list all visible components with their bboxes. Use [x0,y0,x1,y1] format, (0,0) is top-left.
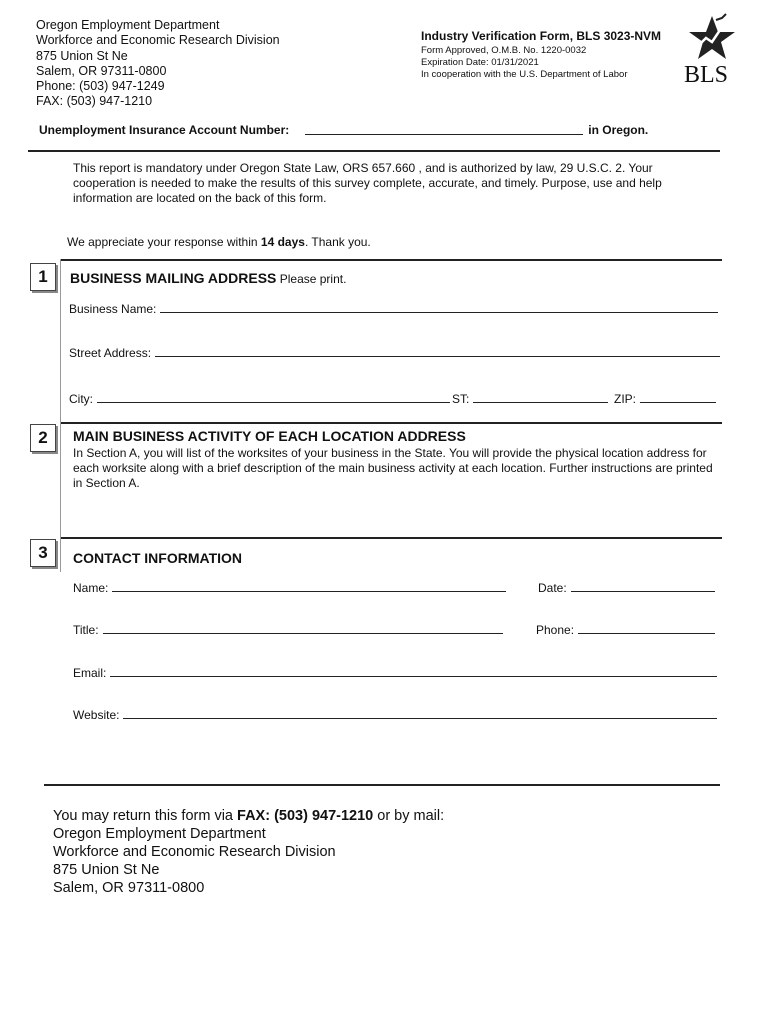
section2-vline [60,422,61,537]
street-address-field[interactable] [155,355,720,357]
contact-website-field[interactable] [123,717,717,719]
zip-field[interactable] [640,401,716,403]
return-fax: FAX: (503) 947-1210 [237,808,374,824]
city-row [69,392,450,406]
contact-date-field[interactable] [571,590,715,592]
contact-name-field[interactable] [112,590,506,592]
zip-row [614,392,716,406]
section3-rule [60,537,722,539]
contact-title-label: Title: [73,623,99,637]
form-title: Industry Verification Form, BLS 3023-NVM [421,29,662,43]
section2-rule [60,422,722,424]
section3-vline [60,537,61,572]
contact-phone-row [536,623,715,637]
agency-division: Workforce and Economic Research Division [36,33,280,48]
section1-rule [60,259,722,261]
bls-logo [682,12,742,88]
thanks-pre: We appreciate your response within [67,235,261,249]
section2-title: MAIN BUSINESS ACTIVITY OF EACH LOCATION ADDRESS [73,428,466,444]
street-address-label: Street Address: [69,346,152,360]
state-field[interactable] [473,401,608,403]
section1-title: BUSINESS MAILING ADDRESS [70,270,277,286]
thanks-text [67,235,371,249]
agency-fax: FAX: (503) 947-1210 [36,94,153,109]
business-name-label: Business Name: [69,302,157,316]
return-line4: Salem, OR 97311-0800 [53,880,205,896]
form-expiration: Expiration Date: 01/31/2021 [421,57,539,68]
contact-email-label: Email: [73,666,107,680]
city-field[interactable] [97,401,450,403]
contact-name-row [73,581,506,595]
section2-number: 2 [30,424,56,452]
thanks-post: . Thank you. [304,235,371,249]
business-name-field[interactable] [160,311,718,313]
agency-name: Oregon Employment Department [36,18,220,32]
section1-number: 1 [30,263,56,291]
thanks-days: 14 days [260,235,305,249]
contact-website-label: Website: [73,708,120,722]
agency-address [36,18,280,110]
return-pre: You may return this form via [53,808,238,824]
return-instructions [53,807,444,897]
section1-subtitle: Please print. [276,272,347,286]
account-number-suffix: in Oregon. [588,123,649,137]
intro-text: This report is mandatory under Oregon State Law, ORS 657.660 , and is authorized by law, 29 U.S.C. 2. Your cooperation is needed to make the results of this survey complete, accurate, and timely. Purpose, use and help information are located on the back of this form. [73,161,662,205]
return-line1: Oregon Employment Department [53,826,266,842]
street-address-row [69,346,720,360]
section3-number: 3 [30,539,56,567]
return-post: or by mail: [373,808,445,824]
return-line2: Workforce and Economic Research Division [53,844,336,860]
contact-date-row [538,581,715,595]
business-name-row [69,302,718,316]
account-number-field[interactable] [305,133,583,135]
form-approved: Form Approved, O.M.B. No. 1220-0032 [421,45,587,56]
contact-date-label: Date: [538,581,567,595]
contact-phone-label: Phone: [536,623,575,637]
state-row [452,392,608,406]
account-number-label: Unemployment Insurance Account Number: [39,123,290,137]
contact-website-row [73,708,717,722]
contact-phone-field[interactable] [578,632,715,634]
agency-city: Salem, OR 97311-0800 [36,63,167,78]
form-header [421,29,661,81]
section1-vline [60,259,61,422]
section1-title-row [70,270,346,286]
contact-email-row [73,666,717,680]
city-label: City: [69,392,93,406]
bls-logo-text: BLS [684,62,729,88]
form-cooperation: In cooperation with the U.S. Department of Labor [421,69,628,80]
agency-phone: Phone: (503) 947-1249 [36,79,165,94]
account-number-row [39,123,679,137]
contact-title-field[interactable] [103,632,503,634]
contact-email-field[interactable] [110,675,717,677]
return-line3: 875 Union St Ne [53,862,160,878]
agency-street: 875 Union St Ne [36,48,128,63]
contact-title-row [73,623,503,637]
zip-label: ZIP: [614,392,637,406]
header-divider [28,150,720,152]
return-method [53,807,444,825]
footer-divider [44,784,720,786]
section2-text: In Section A, you will list of the worksites of your business in the State. You will provide the physical location address for each worksite along with a brief description of the main business activity at each location. Further instructions are printed in Section A. [73,446,713,490]
state-label: ST: [452,392,470,406]
contact-name-label: Name: [73,581,109,595]
bls-star-icon [686,12,738,64]
section3-title: CONTACT INFORMATION [73,550,243,566]
